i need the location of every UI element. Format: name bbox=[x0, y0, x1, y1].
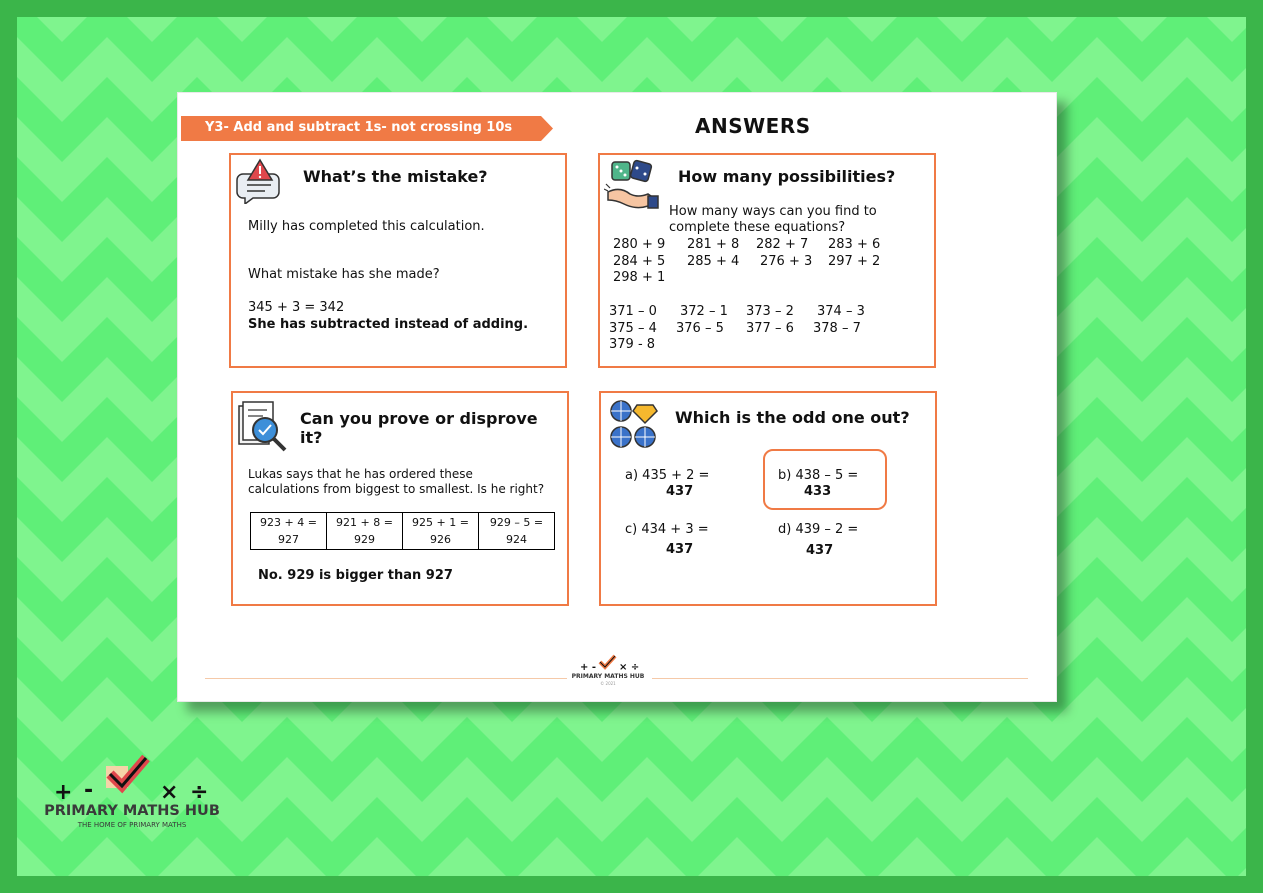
footer-logo bbox=[568, 653, 648, 693]
footer-divider-left bbox=[205, 678, 567, 679]
table-cell bbox=[403, 513, 479, 550]
prove-title-2: it? bbox=[300, 428, 323, 447]
cell-calc: 921 + 8 = bbox=[336, 516, 393, 529]
banner-title: Y3- Add and subtract 1s- not crossing 10s bbox=[205, 120, 513, 135]
prove-title-1: Can you prove or disprove bbox=[300, 409, 538, 428]
chevron-stripe bbox=[17, 837, 1246, 876]
option-d-answer: 437 bbox=[806, 543, 834, 558]
cell-result: 926 bbox=[430, 533, 451, 546]
equation-377-6: 377 – 6 bbox=[746, 321, 794, 336]
cell-calc: 923 + 4 = bbox=[260, 516, 317, 529]
equation-375-4: 375 – 4 bbox=[609, 321, 657, 336]
dice-hand-icon bbox=[604, 158, 664, 216]
mistake-calc: 345 + 3 = 342 bbox=[248, 300, 345, 315]
equation-281-8: 281 + 8 bbox=[687, 237, 740, 252]
odd-one-out-box bbox=[599, 391, 937, 606]
table-cell bbox=[479, 513, 555, 550]
equation-378-7: 378 – 7 bbox=[813, 321, 861, 336]
svg-text:-: - bbox=[84, 778, 94, 803]
corner-logo-name: PRIMARY MATHS HUB bbox=[44, 803, 220, 819]
worksheet-page bbox=[177, 92, 1057, 702]
equation-373-2: 373 – 2 bbox=[746, 304, 794, 319]
prove-answer: No. 929 is bigger than 927 bbox=[258, 568, 453, 583]
corner-logo-tagline: THE HOME OF PRIMARY MATHS bbox=[77, 821, 187, 829]
maths-symbols-icon bbox=[568, 653, 648, 673]
possibilities-prompt-1: How many ways can you find to bbox=[669, 204, 877, 219]
equation-276-3: 276 + 3 bbox=[760, 254, 813, 269]
cell-result: 927 bbox=[278, 533, 299, 546]
chevron-stripe bbox=[17, 17, 1246, 42]
cell-calc: 925 + 1 = bbox=[412, 516, 469, 529]
prove-text-1: Lukas says that he has ordered these bbox=[248, 467, 473, 481]
option-a-answer: 437 bbox=[666, 484, 694, 499]
cell-calc: 929 – 5 = bbox=[489, 516, 544, 529]
mistake-intro: Milly has completed this calculation. bbox=[248, 219, 485, 234]
mistake-title: What’s the mistake? bbox=[303, 167, 488, 186]
equation-298-1: 298 + 1 bbox=[613, 270, 666, 285]
equation-284-5: 284 + 5 bbox=[613, 254, 666, 269]
option-c-answer: 437 bbox=[666, 542, 694, 557]
equation-297-2: 297 + 2 bbox=[828, 254, 881, 269]
equation-285-4: 285 + 4 bbox=[687, 254, 740, 269]
calculations-table bbox=[250, 512, 555, 550]
warning-chat-icon bbox=[235, 158, 283, 204]
option-b-calc: b) 438 – 5 = bbox=[778, 468, 859, 483]
option-b-answer: 433 bbox=[804, 484, 832, 499]
table-cell bbox=[327, 513, 403, 550]
option-c-calc: c) 434 + 3 = bbox=[625, 522, 709, 537]
cell-result: 924 bbox=[506, 533, 527, 546]
footer-copyright: © 2021 bbox=[600, 681, 616, 686]
equation-282-7: 282 + 7 bbox=[756, 237, 809, 252]
table-cell bbox=[251, 513, 327, 550]
maths-symbols-logo-icon bbox=[44, 754, 220, 804]
svg-text:×: × bbox=[160, 780, 179, 804]
footer-divider-right bbox=[652, 678, 1028, 679]
possibilities-title: How many possibilities? bbox=[678, 167, 896, 186]
svg-text:÷: ÷ bbox=[190, 780, 209, 804]
footer-logo-name: PRIMARY MATHS HUB bbox=[571, 673, 645, 680]
svg-text:× ÷: × ÷ bbox=[619, 662, 640, 673]
equation-379-8: 379 - 8 bbox=[609, 337, 656, 352]
answers-heading: ANSWERS bbox=[695, 114, 811, 138]
mistake-question: What mistake has she made? bbox=[248, 267, 440, 282]
mistake-box bbox=[229, 153, 567, 368]
prove-text-2: calculations from biggest to smallest. Is he right? bbox=[248, 482, 545, 496]
svg-text:+: + bbox=[54, 780, 73, 804]
equation-372-1: 372 – 1 bbox=[680, 304, 728, 319]
prove-box bbox=[231, 391, 569, 606]
equation-280-9: 280 + 9 bbox=[613, 237, 666, 252]
option-a-calc: a) 435 + 2 = bbox=[625, 468, 710, 483]
mistake-answer: She has subtracted instead of adding. bbox=[248, 317, 529, 332]
equation-283-6: 283 + 6 bbox=[828, 237, 881, 252]
corner-logo bbox=[44, 754, 220, 832]
possibilities-box bbox=[598, 153, 936, 368]
table-row bbox=[251, 513, 555, 550]
shapes-icon bbox=[609, 399, 665, 455]
odd-title: Which is the odd one out? bbox=[675, 408, 910, 427]
document-magnifier-icon bbox=[235, 400, 291, 456]
possibilities-prompt-2: complete these equations? bbox=[669, 220, 846, 235]
option-d-calc: d) 439 – 2 = bbox=[778, 522, 859, 537]
cell-result: 929 bbox=[354, 533, 375, 546]
svg-text:+ -: + - bbox=[580, 662, 597, 673]
equation-371-0: 371 – 0 bbox=[609, 304, 657, 319]
equation-374-3: 374 – 3 bbox=[817, 304, 865, 319]
equation-376-5: 376 – 5 bbox=[676, 321, 724, 336]
